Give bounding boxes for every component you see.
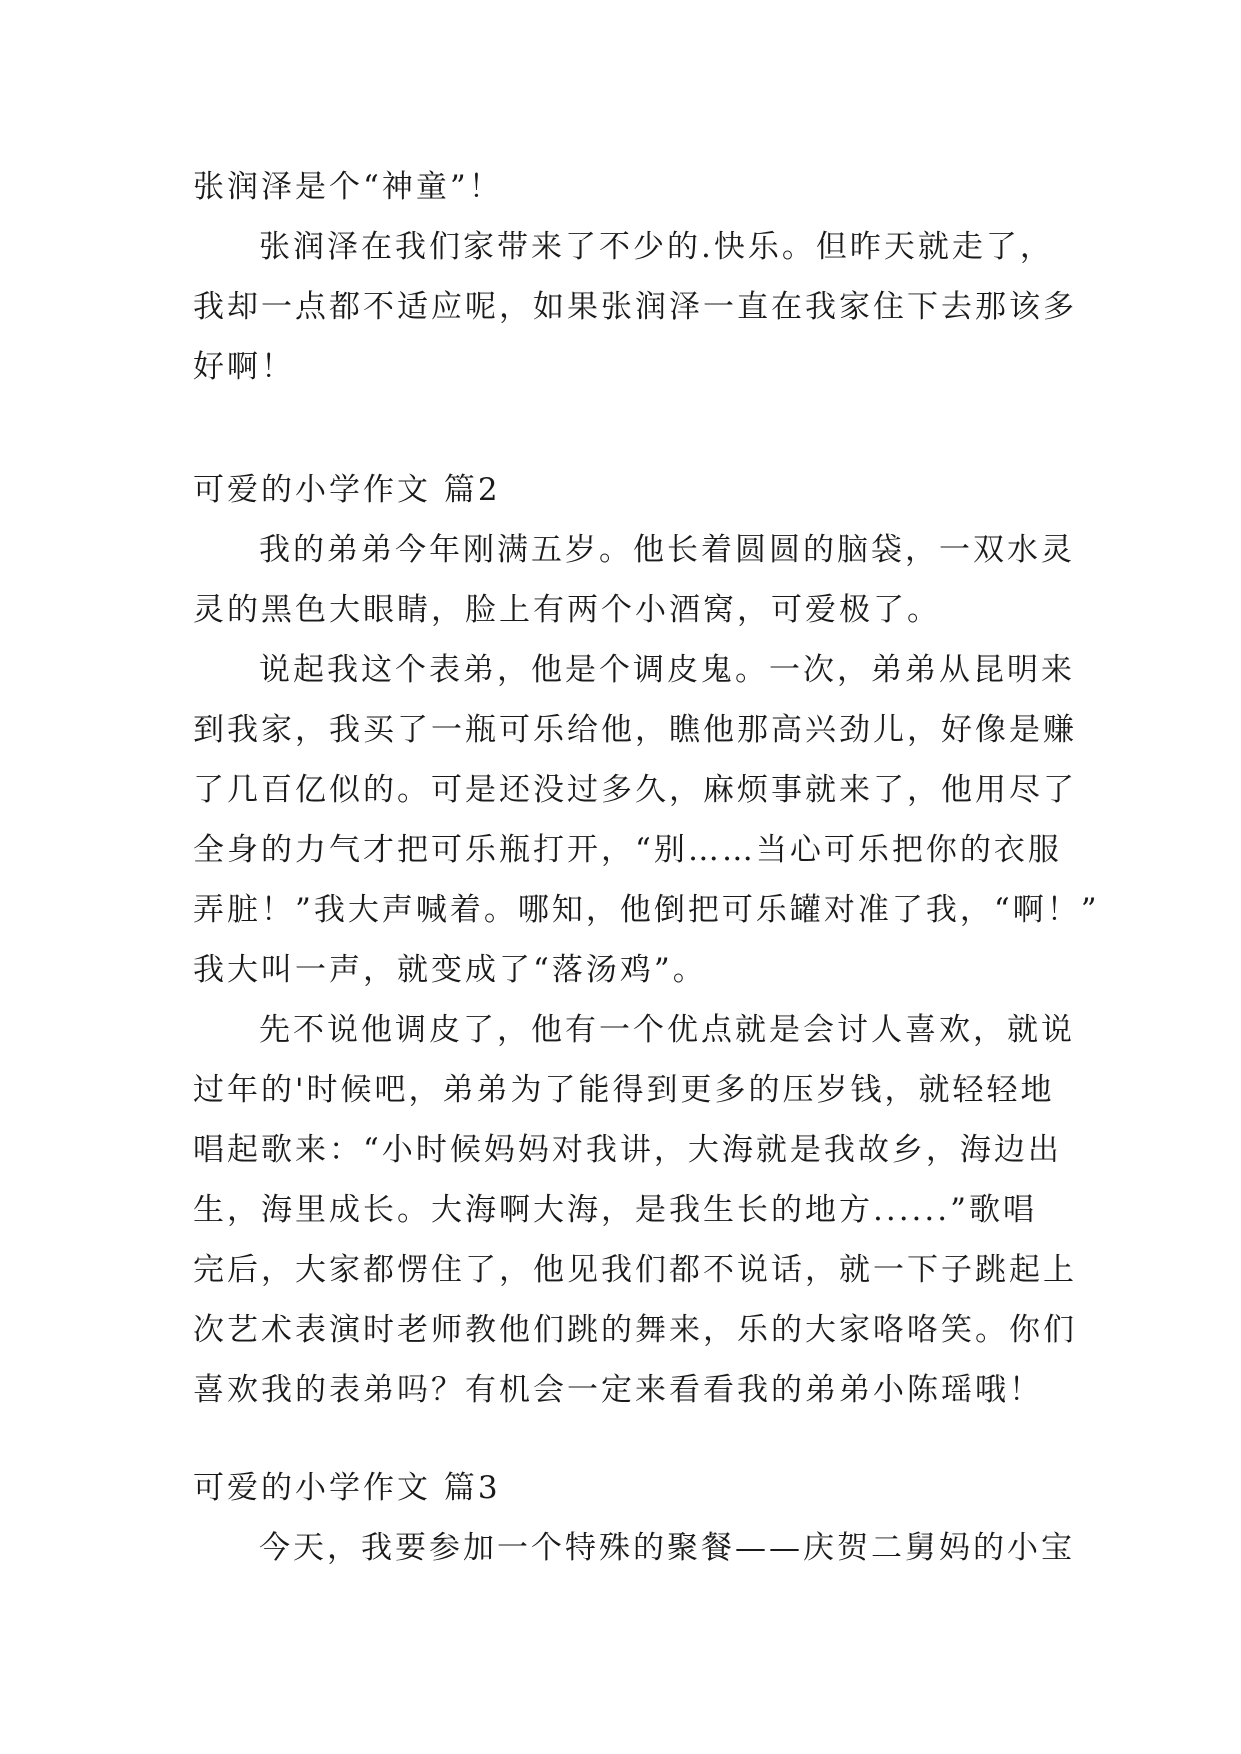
essay1-tail (193, 157, 1077, 397)
essay-title: 可爱的小学作文 篇2 (193, 472, 501, 508)
text-line: 我却一点都不适应呢，如果张润泽一直在我家住下去那该多 (193, 289, 1077, 325)
paragraph-start-line: 说起我这个表弟，他是个调皮鬼。一次，弟弟从昆明来 (259, 652, 1075, 688)
paragraph-start-line: 先不说他调皮了，他有一个优点就是会讨人喜欢，就说 (259, 1012, 1075, 1048)
text-line: 好啊！ (193, 349, 295, 385)
text-line: 唱起歌来：“小时候妈妈对我讲，大海就是我故乡，海边出 (193, 1132, 1062, 1168)
text-line: 次艺术表演时老师教他们跳的舞来，乐的大家咯咯笑。你们 (193, 1312, 1077, 1348)
text-line: 完后，大家都愣住了，他见我们都不说话，就一下子跳起上 (193, 1252, 1077, 1288)
paragraph-start-line: 我的弟弟今年刚满五岁。他长着圆圆的脑袋，一双水灵 (259, 532, 1075, 568)
text-line: 弄脏！”我大声喊着。哪知，他倒把可乐罐对准了我，“啊！” (193, 892, 1100, 928)
text-line: 到我家，我买了一瓶可乐给他，瞧他那高兴劲儿，好像是赚 (193, 712, 1077, 748)
essay-title: 可爱的小学作文 篇3 (193, 1470, 501, 1506)
text-line: 喜欢我的表弟吗？有机会一定来看看我的弟弟小陈瑶哦！ (193, 1372, 1043, 1408)
text-line: 我大叫一声，就变成了“落汤鸡”。 (193, 952, 707, 988)
text-line: 张润泽是个“神童”！ (193, 169, 503, 205)
text-line: 生，海里成长。大海啊大海，是我生长的地方......”歌唱 (193, 1192, 1037, 1228)
paragraph-start-line: 今天，我要参加一个特殊的聚餐——庆贺二舅妈的小宝 (259, 1530, 1075, 1566)
paragraph-start-line: 张润泽在我们家带来了不少的.快乐。但昨天就走了， (259, 229, 1054, 265)
text-line: 灵的黑色大眼睛，脸上有两个小酒窝，可爱极了。 (193, 592, 941, 628)
essay3 (193, 1458, 1075, 1578)
text-line: 过年的'时候吧，弟弟为了能得到更多的压岁钱，就轻轻地 (193, 1072, 1055, 1108)
essay2 (193, 460, 1100, 1420)
text-line: 了几百亿似的。可是还没过多久，麻烦事就来了，他用尽了 (193, 772, 1077, 808)
text-line: 全身的力气才把可乐瓶打开，“别……当心可乐把你的衣服 (193, 832, 1062, 868)
